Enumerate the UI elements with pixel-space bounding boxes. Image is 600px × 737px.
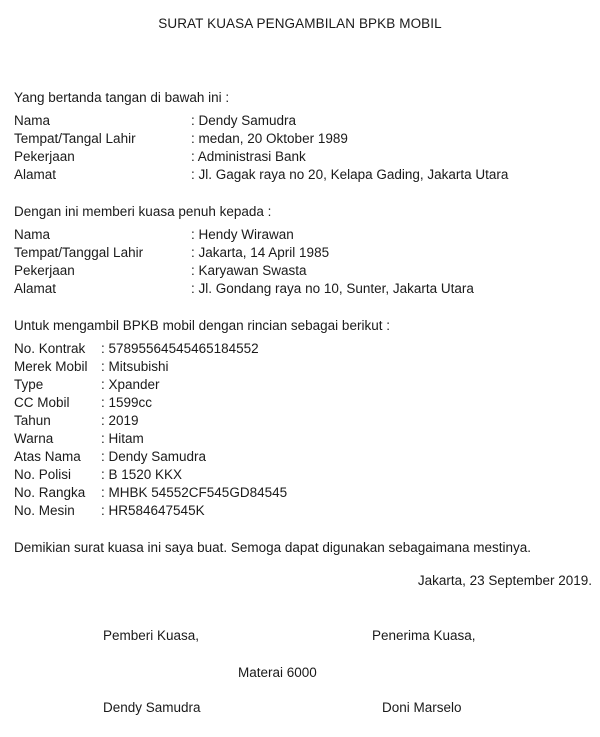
- field-value: : Karyawan Swasta: [191, 263, 307, 278]
- field-value: : 1599cc: [101, 395, 153, 410]
- field-value: : Dendy Samudra: [101, 449, 207, 464]
- document-title: SURAT KUASA PENGAMBILAN BPKB MOBIL: [158, 16, 442, 31]
- field-value: : Jl. Gondang raya no 10, Sunter, Jakarta Utara: [191, 281, 474, 296]
- section2-intro: Dengan ini memberi kuasa penuh kepada :: [14, 204, 272, 219]
- field-value: : Xpander: [101, 377, 160, 392]
- field-value: : Hendy Wirawan: [191, 227, 294, 242]
- field-value: : 57895564545465184552: [101, 341, 259, 356]
- materai-stamp-label: Materai 6000: [238, 665, 317, 680]
- closing-statement: Demikian surat kuasa ini saya buat. Semoga dapat digunakan sebagaimana mestinya.: [14, 540, 532, 555]
- field-label: No. Rangka: [14, 485, 86, 500]
- field-label: Alamat: [14, 167, 57, 182]
- field-label: Atas Nama: [14, 449, 81, 464]
- field-label: Pekerjaan: [14, 149, 75, 164]
- section3-intro: Untuk mengambil BPKB mobil dengan rincian sebagai berikut :: [14, 318, 390, 333]
- field-value: : Jl. Gagak raya no 20, Kelapa Gading, Jakarta Utara: [191, 167, 509, 182]
- place-and-date: Jakarta, 23 September 2019.: [417, 573, 592, 588]
- field-value: : medan, 20 Oktober 1989: [191, 131, 348, 146]
- field-label: Tempat/Tanggal Lahir: [14, 245, 144, 260]
- field-label: Warna: [14, 431, 54, 446]
- field-value: : HR584647545K: [101, 503, 205, 518]
- field-value: : Hitam: [101, 431, 144, 446]
- field-label: CC Mobil: [14, 395, 70, 410]
- field-label: Merek Mobil: [14, 359, 88, 374]
- field-label: Type: [14, 377, 44, 392]
- receiver-role: Penerima Kuasa,: [372, 628, 476, 643]
- field-label: No. Polisi: [14, 467, 72, 482]
- field-value: : Mitsubishi: [101, 359, 169, 374]
- field-label: Nama: [14, 113, 51, 128]
- field-label: No. Mesin: [14, 503, 75, 518]
- field-value: : Dendy Samudra: [191, 113, 297, 128]
- giver-name: Dendy Samudra: [103, 700, 201, 715]
- field-label: Tempat/Tangal Lahir: [14, 131, 136, 146]
- field-label: Pekerjaan: [14, 263, 75, 278]
- receiver-name: Doni Marselo: [382, 700, 462, 715]
- field-value: : Administrasi Bank: [191, 149, 306, 164]
- section1-intro: Yang bertanda tangan di bawah ini :: [14, 90, 230, 105]
- field-value: : Jakarta, 14 April 1985: [191, 245, 330, 260]
- field-value: : B 1520 KKX: [101, 467, 183, 482]
- field-label: No. Kontrak: [14, 341, 86, 356]
- giver-role: Pemberi Kuasa,: [103, 628, 200, 643]
- field-label: Alamat: [14, 281, 57, 296]
- field-value: : 2019: [101, 413, 139, 428]
- field-label: Tahun: [14, 413, 51, 428]
- field-label: Nama: [14, 227, 51, 242]
- field-value: : MHBK 54552CF545GD84545: [101, 485, 288, 500]
